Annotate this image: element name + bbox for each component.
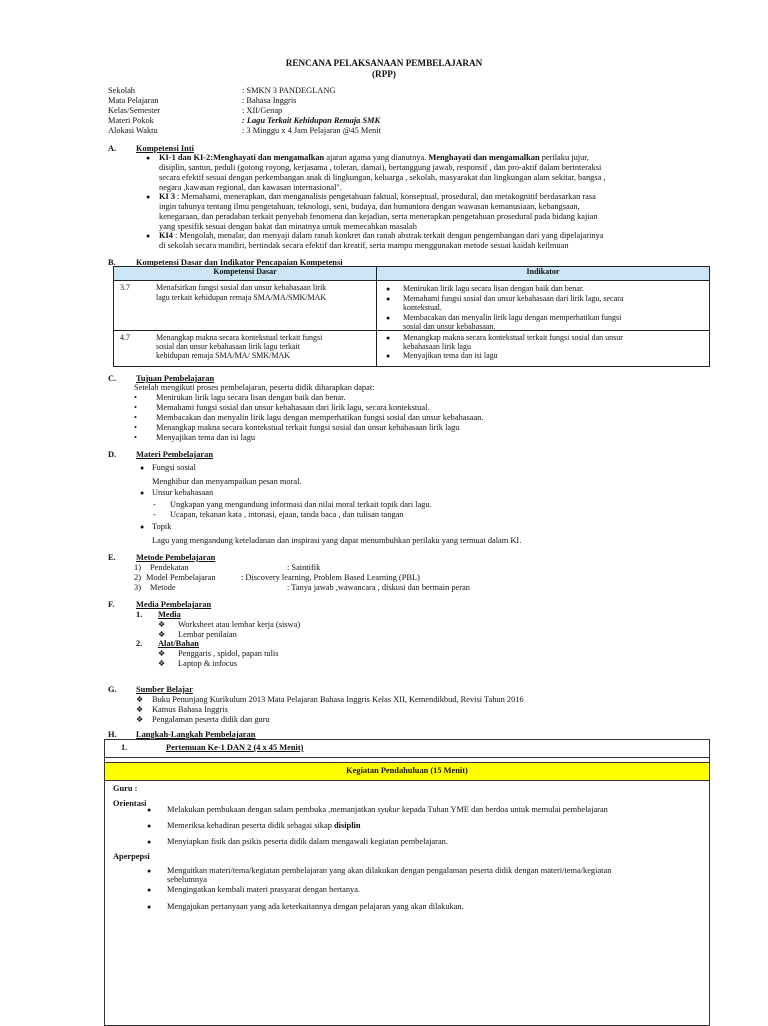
identity-label: Sekolah bbox=[108, 86, 135, 95]
identity-label: Kelas/Semester bbox=[108, 106, 161, 115]
tujuan-item: Menirukan lirik lagu secara lisan dengan baik dan benar. bbox=[156, 393, 346, 402]
kd-text: kehidupan remaja SMA/MA/ SMK/MAK bbox=[156, 351, 290, 360]
langkah-table bbox=[104, 739, 710, 1026]
materi-text: Ucapan, tekanan kata , intonasi, ejaan, tanda baca , dan tulisan tangan bbox=[170, 510, 404, 519]
orientasi-text: kepada Tuhan YME dan berdoa untuk memulai pembelajaran bbox=[399, 805, 608, 814]
orientasi-text-bold: disiplin bbox=[333, 821, 361, 830]
orientasi-text-italic: syukur bbox=[377, 805, 400, 814]
apersepsi-heading: Aperpepsi bbox=[113, 852, 150, 861]
section-title: Sumber Belajar bbox=[136, 685, 193, 694]
ki12-line-end: perilaku jujur, bbox=[539, 153, 589, 162]
metode-value: : Discovery learning, Problem Based Learning (PBL) bbox=[241, 573, 420, 582]
dash-icon: - bbox=[153, 500, 156, 509]
kd-cell bbox=[114, 331, 377, 367]
ki12-text-line: disiplin, santun, peduli (gotong royong, kerjasama , toleran, damai), bertanggung jawab, responsif , dan pro-aktif dalam berinteraksi bbox=[159, 163, 602, 172]
section-title: Langkah-Langkah Pembelajaran bbox=[136, 730, 256, 739]
kd-number: 4.7 bbox=[120, 333, 130, 342]
section-letter: F. bbox=[108, 600, 115, 609]
media-heading: Media bbox=[158, 610, 181, 619]
kd-text: sosial dan unsur kebahasaan lirik lagu terkait bbox=[156, 342, 300, 351]
indikator-text: Memahami fungsi sosial dan unsur kebahasaan dari lirik lagu, secara bbox=[403, 294, 624, 303]
ki3-text-line: ingin tahunya tentang ilmu pengetahuan, teknologi, seni, budaya, dan humaniora dengan wawasan kemanusiaan, kebangsaan, bbox=[159, 202, 580, 211]
apersepsi-item: sebelumnya bbox=[167, 875, 208, 884]
identity-label: Alokasi Waktu bbox=[108, 126, 158, 135]
tujuan-item: Menangkap makna secara kontekstual terkait fungsi sosial dan unsur kebahasaan lirik lagu bbox=[156, 423, 460, 432]
bullet-icon: ● bbox=[386, 295, 391, 303]
ki3-text-line: yang spesifik sesuai dengan bakat dan minatnya untuk memecahkan masalah bbox=[159, 222, 417, 231]
tujuan-item: Memahami fungsi sosial dan unsur kebahasaan dari lirik lagu, secara kontekstual. bbox=[156, 403, 430, 412]
meeting-title: Pertemuan Ke-1 DAN 2 (4 x 45 Menit) bbox=[166, 743, 304, 752]
diamond-bullet-icon: ❖ bbox=[158, 630, 165, 639]
indikator-text: sosial dan unsur kebahasaan. bbox=[403, 322, 496, 331]
bullet-icon: ● bbox=[146, 193, 151, 201]
ki12-text-line: negara ,kawasan regional, dan kawasan internasional". bbox=[159, 183, 342, 192]
orientasi-text: Melakukan pembukaan dengan salam pembuka ,memanjatkan bbox=[167, 805, 378, 814]
kegiatan-row bbox=[105, 763, 709, 781]
apersepsi-item: Mengaitkan materi/tema/kegiatan pembelajaran yang akan dilakukan dengan pengalaman peserta didik dengan materi/tema/kegiatan bbox=[167, 866, 612, 875]
section-letter: B. bbox=[108, 258, 116, 267]
metode-label: Model Pembelajaran bbox=[146, 573, 216, 582]
sumber-item: Buku Penunjang Kurikulum 2013 Mata Pelajaran Bahasa Inggris Kelas XII, Kemendikbud, Revisi Tahun 2016 bbox=[152, 695, 524, 704]
materi-text: Menghibur dan menyampaikan pesan moral. bbox=[152, 477, 302, 486]
bullet-icon: ● bbox=[147, 903, 152, 911]
indikator-text: Menirukan lirik lagu secara lisan dengan baik dan benar. bbox=[403, 284, 585, 293]
sumber-item: Pengalaman peserta didik dan guru bbox=[152, 715, 270, 724]
alat-heading: Alat/Bahan bbox=[158, 639, 199, 648]
ki12-bold: Menghayati dan mengamalkan bbox=[212, 153, 325, 162]
kd-text: lagu terkait kehidupan remaja SMA/MA/SMK/MAK bbox=[156, 293, 327, 302]
document-title: RENCANA PELAKSANAAN PEMBELAJARAN bbox=[285, 58, 483, 68]
media-item: Lembar penilaian bbox=[178, 630, 237, 639]
bullet-icon: ● bbox=[147, 838, 152, 846]
materi-text: Lagu yang mengandung keteladanan dan inspirasi yang dapat menumbuhkan perilaku yang termuat dalam KI. bbox=[152, 536, 522, 545]
ki12-bold2: Menghayati dan mengamalkan bbox=[428, 153, 540, 162]
metode-label: Pendekatan bbox=[150, 563, 189, 572]
kd-table bbox=[113, 266, 710, 367]
section-title: Kompetensi Dasar dan Indikator Pencapaian Kompetensi bbox=[136, 258, 343, 267]
dash-icon: - bbox=[153, 510, 156, 519]
indikator-text: Menangkap makna secara kontekstual terkait fungsi sosial dan unsur bbox=[403, 333, 623, 342]
section-title: Metode Pembelajaran bbox=[136, 553, 216, 562]
indikator-text: Menyajikan tema dan isi lagu bbox=[403, 351, 498, 360]
ki4-text-line: di sekolah secara mandiri, bertindak secara efektif dan kreatif, serta mampu menggunakan metode sesuai kaidah keilmuan bbox=[159, 241, 569, 250]
section-title: Materi Pembelajaran bbox=[136, 450, 213, 459]
ki3-lead: KI 3 bbox=[159, 192, 176, 201]
section-title: Kompetensi Inti bbox=[136, 144, 194, 153]
identity-value: : XII/Genap bbox=[242, 106, 283, 115]
orientasi-heading: Orientasi bbox=[113, 799, 147, 808]
bullet-icon: • bbox=[134, 393, 137, 402]
bullet-icon: • bbox=[134, 413, 137, 422]
bullet-icon: ● bbox=[386, 334, 391, 342]
ki4-text-line: : Mengolah, menalar, dan menyaji dalam ranah konkret dan ranah abstrak terkait dengan pengembangan dari yang dipelajarinya bbox=[175, 231, 604, 240]
identity-value: : SMKN 3 PANDEGLANG bbox=[242, 86, 336, 95]
section-letter: C. bbox=[108, 374, 117, 383]
identity-value: : Lagu Terkait Kehidupan Remaja SMK bbox=[242, 116, 381, 125]
section-letter: D. bbox=[108, 450, 117, 459]
sumber-item: Kamus Bahasa Inggris bbox=[152, 705, 228, 714]
bullet-icon: ● bbox=[147, 867, 152, 875]
section-letter: A. bbox=[108, 144, 117, 153]
table-row bbox=[114, 281, 710, 331]
tujuan-item: Menyajikan tema dan isi lagu bbox=[156, 433, 256, 442]
diamond-bullet-icon: ❖ bbox=[158, 659, 165, 668]
tujuan-item: Membacakan dan menyalin lirik lagu dengan memperhatikan fungsi sosial dan unsur kebahasaan. bbox=[156, 413, 484, 422]
apersepsi-item: Mengajukan pertanyaan yang ada keterkaitannya dengan pelajaran yang akan dilakukan. bbox=[167, 902, 464, 911]
section-letter: G. bbox=[108, 685, 117, 694]
bullet-icon: ● bbox=[386, 352, 391, 360]
ki12-lead: KI-1 dan KI-2: bbox=[159, 153, 213, 162]
document-subtitle: (RPP) bbox=[372, 69, 396, 79]
ki4-lead: KI4 bbox=[159, 231, 173, 240]
materi-heading: Fungsi sosial bbox=[152, 463, 196, 472]
metode-label: Metode bbox=[150, 583, 176, 592]
identity-label: Mata Pelajaran bbox=[108, 96, 159, 105]
orientasi-text: Memeriksa kehadiran peserta didik sebagai sikap bbox=[167, 821, 334, 830]
apersepsi-item: Mengingatkan kembali materi prasyarat dengan bertanya. bbox=[167, 885, 361, 894]
indikator-cell bbox=[377, 281, 710, 331]
guru-label: Guru : bbox=[113, 784, 138, 793]
meeting-row bbox=[105, 740, 709, 758]
metode-value: : Tanya jawab ,wawancara , diskusi dan bermain peran bbox=[287, 583, 470, 592]
indikator-text: kontekstual. bbox=[403, 303, 442, 312]
metode-number: 3) bbox=[134, 583, 141, 592]
materi-heading: Unsur kebahasaan bbox=[152, 488, 214, 497]
diamond-bullet-icon: ❖ bbox=[136, 695, 143, 704]
section-title: Tujuan Pembelajaran bbox=[136, 374, 215, 383]
identity-label: Materi Pokok bbox=[108, 116, 154, 125]
ki12-rest: ajaran agama yang dianutnya. bbox=[324, 153, 429, 162]
bullet-icon: • bbox=[134, 423, 137, 432]
kegiatan-title: Kegiatan Pendahuluan (15 Menit) bbox=[346, 766, 468, 775]
diamond-bullet-icon: ❖ bbox=[136, 715, 143, 724]
orientasi-item: Menyiapkan fisik dan psikis peserta didik dalam mengawali kegiatan pembelajaran. bbox=[167, 837, 448, 846]
bullet-icon: ● bbox=[147, 822, 152, 830]
indikator-cell bbox=[377, 331, 710, 367]
materi-text: Ungkapan yang mengandung informasi dan nilai moral terkait topik dari lagu. bbox=[170, 500, 432, 509]
kd-table-header bbox=[114, 267, 710, 281]
section-title: Media Pembelajaran bbox=[136, 600, 212, 609]
bullet-icon: ● bbox=[147, 886, 152, 894]
section-letter: H. bbox=[108, 730, 117, 739]
identity-value: : 3 Minggu x 4 Jam Pelajaran @45 Menit bbox=[242, 126, 381, 135]
bullet-icon: ● bbox=[147, 806, 152, 814]
metode-value: : Saintifik bbox=[287, 563, 321, 572]
media-item: Worksheet atau lembar kerja (siswa) bbox=[178, 620, 301, 629]
alat-number: 2. bbox=[136, 639, 143, 648]
metode-number: 2) bbox=[134, 573, 141, 582]
kd-number: 3.7 bbox=[120, 283, 130, 292]
table-row bbox=[114, 331, 710, 367]
ki3-text-line: : Memahami, menerapkan, dan menganalisis pengetahuan faktual, konseptual, prosedural, dan metakognitif berdasarkan rasa bbox=[177, 192, 596, 201]
alat-item: Penggaris , spidol, papan tulis bbox=[178, 649, 279, 658]
bullet-icon: ● bbox=[140, 489, 145, 497]
metode-number: 1) bbox=[134, 563, 141, 572]
kd-text: Menafsirkan fungsi sosial dan unsur kebahasaan lirik bbox=[156, 283, 327, 292]
bullet-icon: ● bbox=[146, 154, 151, 162]
orientasi-item bbox=[167, 821, 361, 831]
alat-item: Laptop & infocus bbox=[178, 659, 238, 668]
bullet-icon: ● bbox=[146, 232, 151, 240]
indikator-text: Membacakan dan menyalin lirik lagu dengan memperhatikan fungsi bbox=[403, 313, 622, 322]
indikator-column-header: Indikator bbox=[377, 267, 710, 281]
bullet-icon: ● bbox=[140, 464, 145, 472]
kd-text: Menangkap makna secara kontekstual terkait fungsi bbox=[156, 333, 323, 342]
bullet-icon: ● bbox=[386, 285, 391, 293]
meeting-number: 1. bbox=[121, 743, 128, 752]
bullet-icon: • bbox=[134, 433, 137, 442]
ki3-text-line: kenegaraan, dan peradaban terkait penyebab fenomena dan kejadian, serta menerapkan pengetahuan prosedural pada bidang kajian bbox=[159, 212, 598, 221]
ki12-text-line: secara efektif sesuai dengan perkembangan anak di lingkungan, keluarga , sekolah, masyarakat dan lingkungan alam sekitar, bangsa , bbox=[159, 173, 606, 182]
section-letter: E. bbox=[108, 553, 116, 562]
tujuan-intro: Setelah mengikuti proses pembelajaran, peserta didik diharapkan dapat: bbox=[134, 383, 375, 392]
kd-column-header: Kompetensi Dasar bbox=[114, 267, 377, 281]
orientasi-item bbox=[167, 805, 608, 815]
ki12-line bbox=[159, 153, 589, 163]
bullet-icon: ● bbox=[386, 314, 391, 322]
materi-heading: Topik bbox=[152, 522, 172, 531]
kd-cell bbox=[114, 281, 377, 331]
identity-value: : Bahasa Inggris bbox=[242, 96, 297, 105]
media-number: 1. bbox=[136, 610, 143, 619]
indikator-text: kebahasaan lirik lagu bbox=[403, 342, 471, 351]
diamond-bullet-icon: ❖ bbox=[158, 620, 165, 629]
bullet-icon: • bbox=[134, 403, 137, 412]
diamond-bullet-icon: ❖ bbox=[158, 649, 165, 658]
bullet-icon: ● bbox=[140, 523, 145, 531]
diamond-bullet-icon: ❖ bbox=[136, 705, 143, 714]
